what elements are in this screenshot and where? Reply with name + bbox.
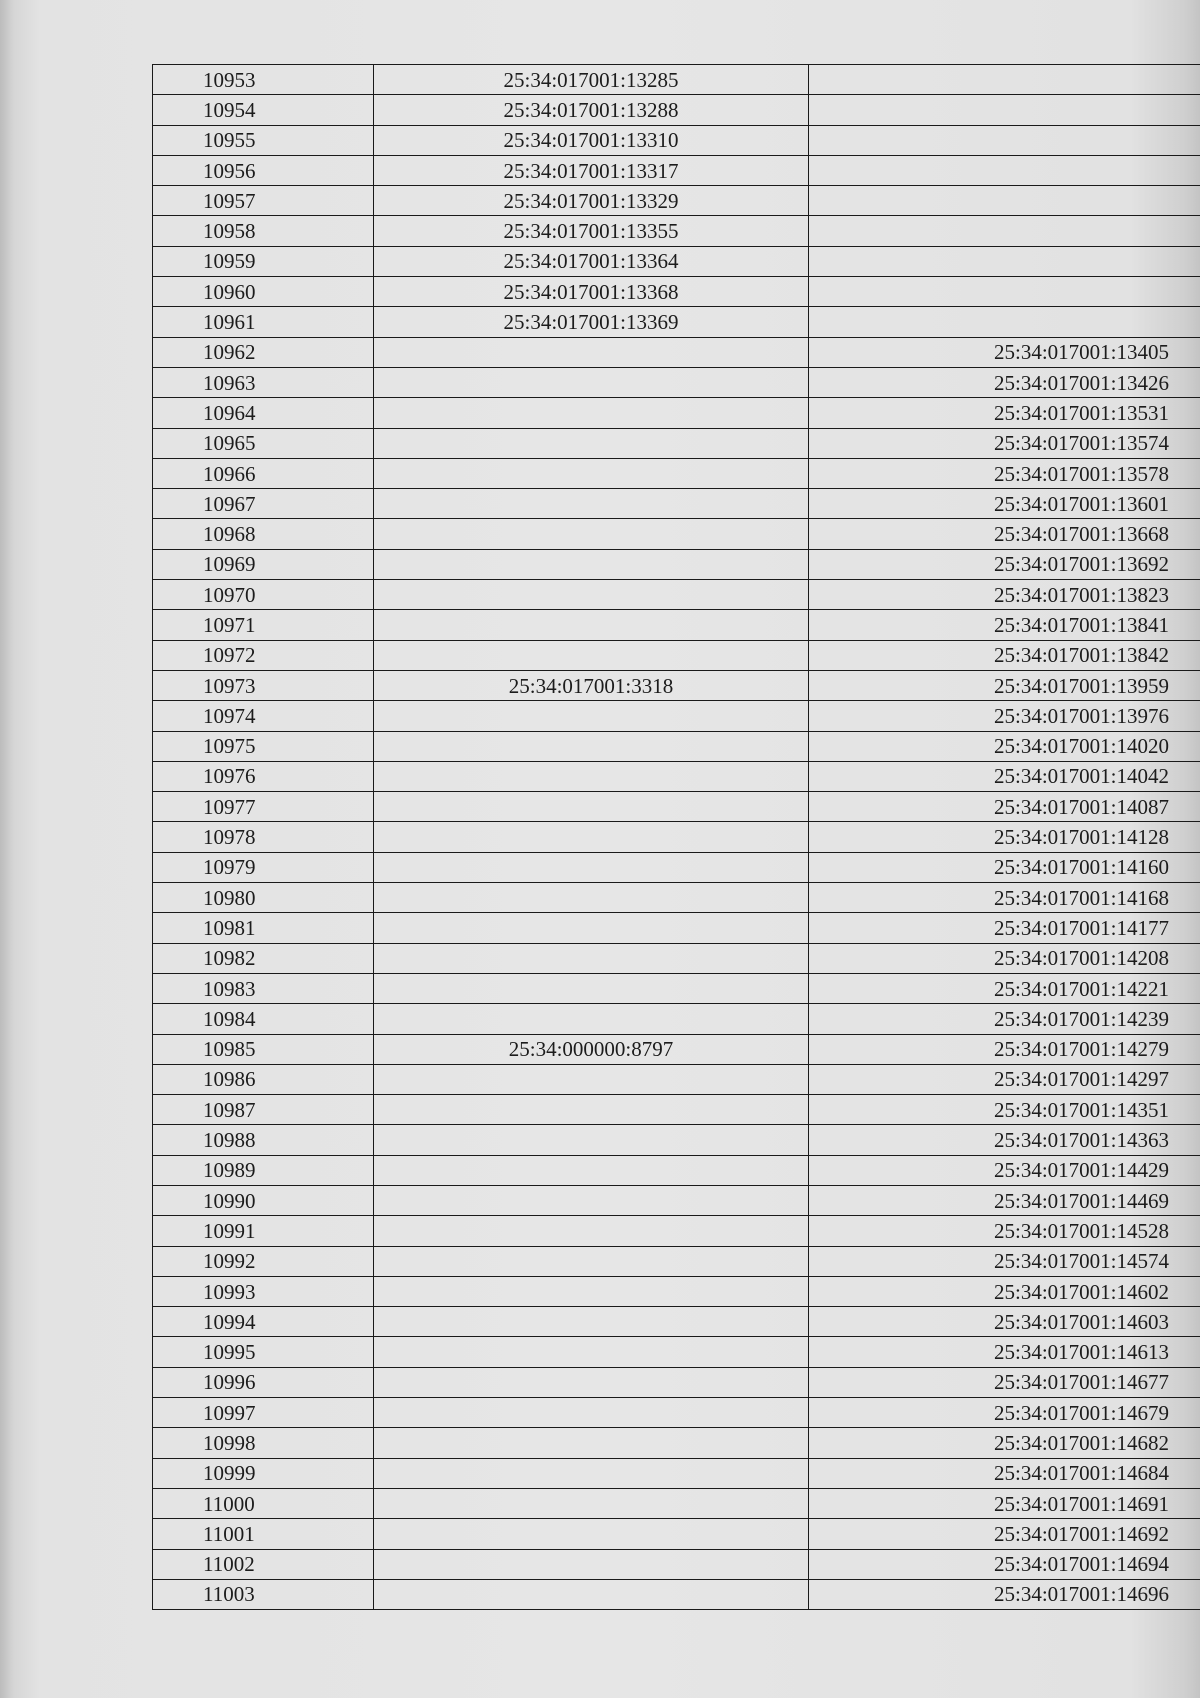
cadastral-number-cell [374, 913, 809, 943]
table-row [153, 761, 1200, 791]
cadastral-number-cell: 25:34:017001:13310 [374, 125, 809, 155]
cadastral-number-cell-right: 25:34:017001:13574 [809, 428, 1200, 458]
cadastral-number-cell [374, 792, 809, 822]
table-row [153, 307, 1200, 337]
row-number-cell: 10977 [153, 792, 374, 822]
table-row [153, 489, 1200, 519]
cadastral-number-cell-right: 25:34:017001:14692 [809, 1519, 1200, 1549]
row-number-cell: 10987 [153, 1095, 374, 1125]
row-number-cell: 10957 [153, 186, 374, 216]
cadastral-number-cell-right: 25:34:017001:14469 [809, 1185, 1200, 1215]
cadastral-number-cell-right [809, 95, 1200, 125]
row-number-cell: 10982 [153, 943, 374, 973]
cadastral-number-cell [374, 761, 809, 791]
cadastral-number-cell: 25:34:017001:3318 [374, 670, 809, 700]
row-number-cell: 10979 [153, 852, 374, 882]
row-number-cell: 10966 [153, 458, 374, 488]
cadastral-number-cell: 25:34:017001:13285 [374, 65, 809, 95]
cadastral-number-cell [374, 1246, 809, 1276]
row-number-cell: 10997 [153, 1398, 374, 1428]
table-row [153, 640, 1200, 670]
cadastral-number-cell [374, 1458, 809, 1488]
table-row [153, 337, 1200, 367]
cadastral-number-cell [374, 1004, 809, 1034]
cadastral-number-cell [374, 1125, 809, 1155]
cadastral-number-cell-right: 25:34:017001:14684 [809, 1458, 1200, 1488]
cadastral-number-cell-right: 25:34:017001:14128 [809, 822, 1200, 852]
cadastral-number-cell-right: 25:34:017001:13426 [809, 367, 1200, 397]
row-number-cell: 10980 [153, 883, 374, 913]
table-row [153, 610, 1200, 640]
cadastral-number-cell-right: 25:34:017001:14087 [809, 792, 1200, 822]
cadastral-number-cell [374, 580, 809, 610]
cadastral-number-cell [374, 973, 809, 1003]
cadastral-number-cell [374, 428, 809, 458]
table-row [153, 95, 1200, 125]
cadastral-number-cell [374, 1549, 809, 1579]
cadastral-number-cell-right: 25:34:017001:13668 [809, 519, 1200, 549]
row-number-cell: 10981 [153, 913, 374, 943]
cadastral-number-table [152, 64, 1200, 1610]
table-row [153, 1398, 1200, 1428]
cadastral-number-cell [374, 1398, 809, 1428]
row-number-cell: 10991 [153, 1216, 374, 1246]
table-row [153, 1064, 1200, 1094]
table-row [153, 519, 1200, 549]
cadastral-number-cell [374, 519, 809, 549]
table-row [153, 943, 1200, 973]
table-row [153, 1519, 1200, 1549]
table-row [153, 792, 1200, 822]
row-number-cell: 10960 [153, 277, 374, 307]
cadastral-number-cell [374, 337, 809, 367]
row-number-cell: 10995 [153, 1337, 374, 1367]
cadastral-number-cell [374, 1064, 809, 1094]
cadastral-number-cell [374, 1488, 809, 1518]
row-number-cell: 10958 [153, 216, 374, 246]
cadastral-number-cell [374, 1276, 809, 1306]
cadastral-number-cell-right: 25:34:017001:14429 [809, 1155, 1200, 1185]
cadastral-number-cell-right [809, 186, 1200, 216]
cadastral-number-cell-right: 25:34:017001:14177 [809, 913, 1200, 943]
cadastral-number-cell-right: 25:34:017001:13841 [809, 610, 1200, 640]
cadastral-number-cell-right: 25:34:017001:13959 [809, 670, 1200, 700]
row-number-cell: 10954 [153, 95, 374, 125]
table-row [153, 1458, 1200, 1488]
row-number-cell: 10978 [153, 822, 374, 852]
row-number-cell: 10994 [153, 1307, 374, 1337]
table-row [153, 65, 1200, 95]
table-row [153, 216, 1200, 246]
table-row [153, 883, 1200, 913]
row-number-cell: 10959 [153, 246, 374, 276]
table-row [153, 1337, 1200, 1367]
row-number-cell: 10962 [153, 337, 374, 367]
cadastral-number-cell: 25:34:017001:13317 [374, 155, 809, 185]
cadastral-number-cell [374, 852, 809, 882]
cadastral-number-cell [374, 1428, 809, 1458]
table-row [153, 428, 1200, 458]
cadastral-number-cell-right: 25:34:017001:13578 [809, 458, 1200, 488]
cadastral-number-cell-right: 25:34:017001:14602 [809, 1276, 1200, 1306]
cadastral-number-cell-right: 25:34:017001:14020 [809, 731, 1200, 761]
cadastral-number-cell-right: 25:34:017001:13601 [809, 489, 1200, 519]
row-number-cell: 10992 [153, 1246, 374, 1276]
table-row [153, 1185, 1200, 1215]
cadastral-number-cell-right: 25:34:017001:14160 [809, 852, 1200, 882]
table-row [153, 1579, 1200, 1609]
row-number-cell: 10993 [153, 1276, 374, 1306]
cadastral-number-cell [374, 489, 809, 519]
row-number-cell: 10985 [153, 1034, 374, 1064]
row-number-cell: 10967 [153, 489, 374, 519]
row-number-cell: 11003 [153, 1579, 374, 1609]
table-row [153, 852, 1200, 882]
table-row [153, 186, 1200, 216]
cadastral-number-cell [374, 367, 809, 397]
row-number-cell: 10968 [153, 519, 374, 549]
cadastral-number-cell-right: 25:34:017001:13531 [809, 398, 1200, 428]
row-number-cell: 11002 [153, 1549, 374, 1579]
cadastral-number-cell: 25:34:017001:13288 [374, 95, 809, 125]
cadastral-number-cell-right [809, 307, 1200, 337]
cadastral-number-cell-right: 25:34:017001:14682 [809, 1428, 1200, 1458]
table-row [153, 1549, 1200, 1579]
table-row [153, 1367, 1200, 1397]
row-number-cell: 10996 [153, 1367, 374, 1397]
cadastral-number-cell [374, 1216, 809, 1246]
cadastral-number-cell-right: 25:34:017001:14168 [809, 883, 1200, 913]
table-row [153, 913, 1200, 943]
cadastral-number-cell: 25:34:017001:13369 [374, 307, 809, 337]
cadastral-number-cell-right [809, 125, 1200, 155]
table-row [153, 731, 1200, 761]
table-row [153, 580, 1200, 610]
cadastral-number-cell-right: 25:34:017001:14613 [809, 1337, 1200, 1367]
table-row [153, 1034, 1200, 1064]
table-row [153, 1307, 1200, 1337]
row-number-cell: 10970 [153, 580, 374, 610]
table-row [153, 1216, 1200, 1246]
row-number-cell: 10964 [153, 398, 374, 428]
row-number-cell: 10971 [153, 610, 374, 640]
cadastral-number-cell [374, 610, 809, 640]
cadastral-number-cell: 25:34:017001:13364 [374, 246, 809, 276]
table-row [153, 1004, 1200, 1034]
table-row [153, 973, 1200, 1003]
cadastral-number-cell [374, 1307, 809, 1337]
table-row [153, 246, 1200, 276]
cadastral-number-cell-right: 25:34:017001:13405 [809, 337, 1200, 367]
row-number-cell: 10999 [153, 1458, 374, 1488]
row-number-cell: 10983 [153, 973, 374, 1003]
table-row [153, 549, 1200, 579]
row-number-cell: 10998 [153, 1428, 374, 1458]
cadastral-number-cell [374, 822, 809, 852]
row-number-cell: 10969 [153, 549, 374, 579]
row-number-cell: 10984 [153, 1004, 374, 1034]
cadastral-number-cell-right: 25:34:017001:13976 [809, 701, 1200, 731]
table-body [153, 65, 1200, 1610]
table-row [153, 155, 1200, 185]
cadastral-number-cell [374, 883, 809, 913]
table-row [153, 701, 1200, 731]
cadastral-number-cell-right: 25:34:017001:14528 [809, 1216, 1200, 1246]
cadastral-number-cell [374, 1519, 809, 1549]
row-number-cell: 11000 [153, 1488, 374, 1518]
row-number-cell: 10973 [153, 670, 374, 700]
cadastral-number-cell: 25:34:017001:13355 [374, 216, 809, 246]
cadastral-number-cell [374, 1337, 809, 1367]
cadastral-number-cell [374, 1095, 809, 1125]
row-number-cell: 10976 [153, 761, 374, 791]
row-number-cell: 10989 [153, 1155, 374, 1185]
cadastral-number-cell: 25:34:017001:13368 [374, 277, 809, 307]
cadastral-number-cell [374, 1579, 809, 1609]
table-row [153, 1125, 1200, 1155]
row-number-cell: 10988 [153, 1125, 374, 1155]
cadastral-number-cell [374, 1367, 809, 1397]
cadastral-number-cell-right: 25:34:017001:14239 [809, 1004, 1200, 1034]
cadastral-number-cell-right: 25:34:017001:14297 [809, 1064, 1200, 1094]
cadastral-number-cell-right: 25:34:017001:14042 [809, 761, 1200, 791]
cadastral-number-cell [374, 701, 809, 731]
table-row [153, 367, 1200, 397]
row-number-cell: 10953 [153, 65, 374, 95]
table-row [153, 1428, 1200, 1458]
cadastral-number-cell-right: 25:34:017001:14351 [809, 1095, 1200, 1125]
cadastral-number-cell-right [809, 277, 1200, 307]
cadastral-number-cell-right: 25:34:017001:14221 [809, 973, 1200, 1003]
cadastral-number-cell-right [809, 65, 1200, 95]
cadastral-number-cell-right: 25:34:017001:14679 [809, 1398, 1200, 1428]
table-row [153, 1276, 1200, 1306]
cadastral-number-cell-right: 25:34:017001:14691 [809, 1488, 1200, 1518]
table-row [153, 670, 1200, 700]
table-row [153, 1155, 1200, 1185]
table-row [153, 1488, 1200, 1518]
cadastral-number-cell-right [809, 246, 1200, 276]
table-row [153, 822, 1200, 852]
row-number-cell: 10963 [153, 367, 374, 397]
row-number-cell: 10986 [153, 1064, 374, 1094]
row-number-cell: 10972 [153, 640, 374, 670]
row-number-cell: 10956 [153, 155, 374, 185]
cadastral-number-cell: 25:34:000000:8797 [374, 1034, 809, 1064]
row-number-cell: 10961 [153, 307, 374, 337]
row-number-cell: 10974 [153, 701, 374, 731]
cadastral-number-cell-right [809, 216, 1200, 246]
cadastral-number-cell-right: 25:34:017001:13842 [809, 640, 1200, 670]
cadastral-number-cell [374, 943, 809, 973]
cadastral-number-cell [374, 731, 809, 761]
cadastral-number-cell [374, 549, 809, 579]
cadastral-number-cell [374, 458, 809, 488]
cadastral-number-cell-right: 25:34:017001:14694 [809, 1549, 1200, 1579]
table-row [153, 398, 1200, 428]
row-number-cell: 10965 [153, 428, 374, 458]
cadastral-number-cell-right: 25:34:017001:14279 [809, 1034, 1200, 1064]
cadastral-number-cell [374, 1155, 809, 1185]
row-number-cell: 10990 [153, 1185, 374, 1215]
row-number-cell: 11001 [153, 1519, 374, 1549]
cadastral-number-cell-right: 25:34:017001:14677 [809, 1367, 1200, 1397]
cadastral-number-cell [374, 398, 809, 428]
cadastral-number-cell: 25:34:017001:13329 [374, 186, 809, 216]
table-row [153, 458, 1200, 488]
cadastral-number-cell-right: 25:34:017001:14603 [809, 1307, 1200, 1337]
cadastral-number-cell-right: 25:34:017001:13692 [809, 549, 1200, 579]
cadastral-number-cell-right: 25:34:017001:14208 [809, 943, 1200, 973]
row-number-cell: 10955 [153, 125, 374, 155]
table-row [153, 1246, 1200, 1276]
cadastral-number-cell [374, 640, 809, 670]
cadastral-number-cell-right: 25:34:017001:14574 [809, 1246, 1200, 1276]
table-row [153, 277, 1200, 307]
cadastral-number-cell-right [809, 155, 1200, 185]
table-row [153, 125, 1200, 155]
cadastral-number-cell-right: 25:34:017001:13823 [809, 580, 1200, 610]
cadastral-number-cell-right: 25:34:017001:14363 [809, 1125, 1200, 1155]
cadastral-number-cell [374, 1185, 809, 1215]
table-row [153, 1095, 1200, 1125]
cadastral-number-cell-right: 25:34:017001:14696 [809, 1579, 1200, 1609]
row-number-cell: 10975 [153, 731, 374, 761]
